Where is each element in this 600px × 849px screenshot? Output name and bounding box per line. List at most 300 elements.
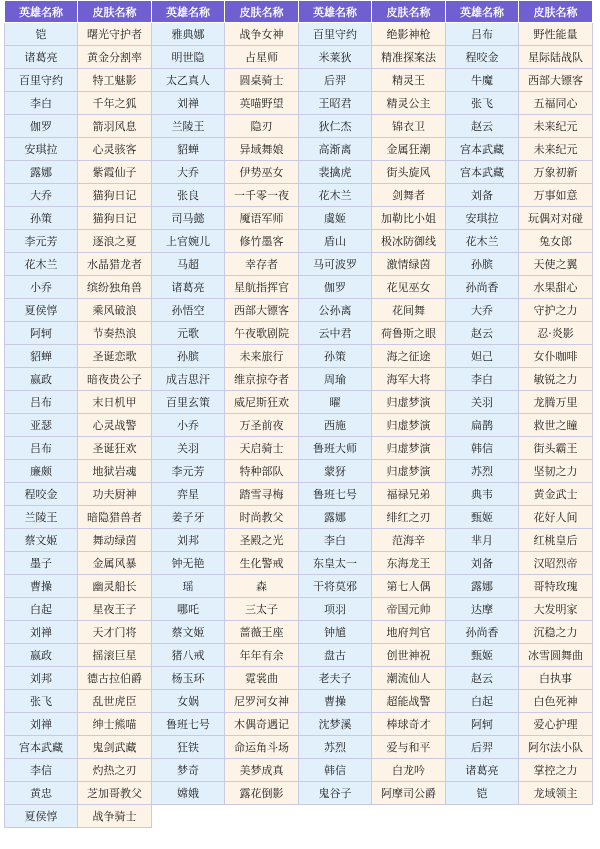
table-row xyxy=(5,184,593,207)
hero-name-cell: 韩信 xyxy=(446,437,519,460)
skin-name-cell: 星夜王子 xyxy=(78,598,152,621)
hero-name-cell: 宫本武藏 xyxy=(446,161,519,184)
skin-name-cell: 金属狂潮 xyxy=(372,138,446,161)
hero-name-cell: 盘古 xyxy=(299,644,372,667)
hero-name-cell: 鲁班七号 xyxy=(299,483,372,506)
skin-name-cell: 白执事 xyxy=(519,667,593,690)
hero-name-cell: 嫦娥 xyxy=(152,782,225,805)
hero-name-cell: 西施 xyxy=(299,414,372,437)
skin-name-cell: 战争骑士 xyxy=(78,805,152,828)
table-row xyxy=(5,414,593,437)
skin-name-cell: 德古拉伯爵 xyxy=(78,667,152,690)
hero-name-cell: 瑶 xyxy=(152,575,225,598)
hero-name-cell: 蒙犽 xyxy=(299,460,372,483)
hero-name-cell: 刘邦 xyxy=(152,529,225,552)
skin-name-cell: 功夫厨神 xyxy=(78,483,152,506)
table-row xyxy=(5,161,593,184)
hero-name-cell: 百里守约 xyxy=(5,69,78,92)
hero-name-cell: 关羽 xyxy=(152,437,225,460)
skin-name-cell: 白色死神 xyxy=(519,690,593,713)
skin-name-cell: 街头霸王 xyxy=(519,437,593,460)
skin-name-cell: 五福同心 xyxy=(519,92,593,115)
hero-name-cell: 李白 xyxy=(299,529,372,552)
hero-name-cell: 孙膑 xyxy=(446,253,519,276)
skin-name-cell: 异域舞娘 xyxy=(225,138,299,161)
hero-name-cell: 大乔 xyxy=(446,299,519,322)
hero-name-cell: 成吉思汗 xyxy=(152,368,225,391)
empty-cell xyxy=(299,805,372,828)
table-row xyxy=(5,713,593,736)
hero-name-cell: 铠 xyxy=(446,782,519,805)
skin-name-cell: 逐浪之夏 xyxy=(78,230,152,253)
hero-name-cell: 诸葛亮 xyxy=(446,759,519,782)
skin-name-cell: 缤纷独角兽 xyxy=(78,276,152,299)
skin-name-cell: 三太子 xyxy=(225,598,299,621)
skin-name-cell: 心灵战警 xyxy=(78,414,152,437)
skin-name-cell: 霓裳曲 xyxy=(225,667,299,690)
skin-name-cell: 暗隐猎兽者 xyxy=(78,506,152,529)
hero-name-cell: 诸葛亮 xyxy=(152,276,225,299)
empty-cell xyxy=(372,805,446,828)
hero-name-cell: 露娜 xyxy=(446,575,519,598)
skin-name-cell: 未来旅行 xyxy=(225,345,299,368)
hero-name-cell: 太乙真人 xyxy=(152,69,225,92)
hero-name-cell: 张飞 xyxy=(5,690,78,713)
skin-name-cell: 街头旋风 xyxy=(372,161,446,184)
hero-name-cell: 孙悟空 xyxy=(152,299,225,322)
hero-name-cell: 鲁班七号 xyxy=(152,713,225,736)
skin-name-cell: 女仆咖啡 xyxy=(519,345,593,368)
skin-name-cell: 圣诞恋歌 xyxy=(78,345,152,368)
skin-name-cell: 白龙吟 xyxy=(372,759,446,782)
skin-name-cell: 占星师 xyxy=(225,46,299,69)
hero-name-cell: 张飞 xyxy=(446,92,519,115)
hero-name-cell: 后羿 xyxy=(446,736,519,759)
skin-name-cell: 红桃皇后 xyxy=(519,529,593,552)
hero-name-cell: 鲁班大师 xyxy=(299,437,372,460)
table-row xyxy=(5,230,593,253)
skin-name-cell: 第七人偶 xyxy=(372,575,446,598)
header-hero-name: 英雄名称 xyxy=(152,1,225,23)
skin-name-cell: 圣殿之光 xyxy=(225,529,299,552)
table-row xyxy=(5,345,593,368)
skin-name-cell: 时尚教父 xyxy=(225,506,299,529)
skin-name-cell: 灼热之刃 xyxy=(78,759,152,782)
table-row xyxy=(5,391,593,414)
hero-name-cell: 貂蝉 xyxy=(152,138,225,161)
hero-name-cell: 小乔 xyxy=(5,276,78,299)
hero-name-cell: 老夫子 xyxy=(299,667,372,690)
hero-name-cell: 甄姬 xyxy=(446,644,519,667)
skin-name-cell: 敏锐之力 xyxy=(519,368,593,391)
skin-name-cell: 命运角斗场 xyxy=(225,736,299,759)
skin-name-cell: 幽灵船长 xyxy=(78,575,152,598)
hero-name-cell: 露娜 xyxy=(299,506,372,529)
hero-name-cell: 墨子 xyxy=(5,552,78,575)
skin-name-cell: 范海辛 xyxy=(372,529,446,552)
skin-name-cell: 未来纪元 xyxy=(519,115,593,138)
skin-name-cell: 归虚梦演 xyxy=(372,391,446,414)
hero-name-cell: 哪吒 xyxy=(152,598,225,621)
hero-name-cell: 雅典娜 xyxy=(152,23,225,46)
skin-name-cell: 西部大镖客 xyxy=(225,299,299,322)
skin-name-cell: 海军大将 xyxy=(372,368,446,391)
skin-name-cell: 大发明家 xyxy=(519,598,593,621)
table-row xyxy=(5,437,593,460)
skin-name-cell: 精灵王 xyxy=(372,69,446,92)
hero-name-cell: 韩信 xyxy=(299,759,372,782)
table-row xyxy=(5,736,593,759)
hero-name-cell: 梦奇 xyxy=(152,759,225,782)
header-skin-name: 皮肤名称 xyxy=(519,1,593,23)
hero-name-cell: 猪八戒 xyxy=(152,644,225,667)
skin-name-cell: 年年有余 xyxy=(225,644,299,667)
skin-name-cell: 踏雪寻梅 xyxy=(225,483,299,506)
table-row xyxy=(5,667,593,690)
hero-name-cell: 周瑜 xyxy=(299,368,372,391)
skin-name-cell: 特种部队 xyxy=(225,460,299,483)
hero-name-cell: 妲己 xyxy=(446,345,519,368)
skin-name-cell: 魇语军师 xyxy=(225,207,299,230)
hero-name-cell: 孙策 xyxy=(299,345,372,368)
hero-name-cell: 盾山 xyxy=(299,230,372,253)
table-row xyxy=(5,805,593,828)
skin-name-cell: 圣诞狂欢 xyxy=(78,437,152,460)
skin-name-cell: 坚韧之力 xyxy=(519,460,593,483)
hero-name-cell: 伽罗 xyxy=(299,276,372,299)
skin-name-cell: 万圣前夜 xyxy=(225,414,299,437)
skin-name-cell: 精灵公主 xyxy=(372,92,446,115)
skin-name-cell: 伊势巫女 xyxy=(225,161,299,184)
skin-name-cell: 帝国元帅 xyxy=(372,598,446,621)
skin-name-cell: 星际陆战队 xyxy=(519,46,593,69)
skin-name-cell: 水果甜心 xyxy=(519,276,593,299)
hero-name-cell: 嬴政 xyxy=(5,368,78,391)
hero-name-cell: 李信 xyxy=(5,759,78,782)
skin-name-cell: 花好人间 xyxy=(519,506,593,529)
hero-name-cell: 黄忠 xyxy=(5,782,78,805)
hero-name-cell: 米莱狄 xyxy=(299,46,372,69)
skin-name-cell: 锦衣卫 xyxy=(372,115,446,138)
skin-name-cell: 超能战警 xyxy=(372,690,446,713)
skin-name-cell: 哥特玫瑰 xyxy=(519,575,593,598)
hero-name-cell: 白起 xyxy=(5,598,78,621)
skin-name-cell: 创世神祝 xyxy=(372,644,446,667)
skin-name-cell: 幸存者 xyxy=(225,253,299,276)
skin-name-cell: 紫霞仙子 xyxy=(78,161,152,184)
hero-name-cell: 百里守约 xyxy=(299,23,372,46)
table-row xyxy=(5,115,593,138)
skin-name-cell: 守护之力 xyxy=(519,299,593,322)
table-row xyxy=(5,299,593,322)
skin-name-cell: 金属风暴 xyxy=(78,552,152,575)
skin-name-cell: 海之征途 xyxy=(372,345,446,368)
skin-name-cell: 英喵野望 xyxy=(225,92,299,115)
skin-name-cell: 黄金分割率 xyxy=(78,46,152,69)
skin-name-cell: 归虚梦演 xyxy=(372,460,446,483)
table-row xyxy=(5,138,593,161)
skin-name-cell: 水晶猎龙者 xyxy=(78,253,152,276)
table-row xyxy=(5,552,593,575)
hero-name-cell: 蔡文姬 xyxy=(5,529,78,552)
hero-name-cell: 鬼谷子 xyxy=(299,782,372,805)
hero-name-cell: 苏烈 xyxy=(299,736,372,759)
skin-name-cell: 万事如意 xyxy=(519,184,593,207)
hero-name-cell: 云中君 xyxy=(299,322,372,345)
hero-name-cell: 兰陵王 xyxy=(152,115,225,138)
hero-name-cell: 狂铁 xyxy=(152,736,225,759)
hero-name-cell: 虞姬 xyxy=(299,207,372,230)
skin-name-cell: 猫狗日记 xyxy=(78,184,152,207)
hero-name-cell: 貂蝉 xyxy=(5,345,78,368)
table-row xyxy=(5,92,593,115)
skin-name-cell: 爱心护理 xyxy=(519,713,593,736)
skin-name-cell: 乘风破浪 xyxy=(78,299,152,322)
hero-name-cell: 元歌 xyxy=(152,322,225,345)
hero-name-cell: 李白 xyxy=(5,92,78,115)
hero-name-cell: 安琪拉 xyxy=(5,138,78,161)
table-row xyxy=(5,207,593,230)
hero-name-cell: 赵云 xyxy=(446,667,519,690)
hero-name-cell: 吕布 xyxy=(446,23,519,46)
table-row xyxy=(5,46,593,69)
hero-name-cell: 花木兰 xyxy=(299,184,372,207)
hero-name-cell: 刘禅 xyxy=(152,92,225,115)
table-body xyxy=(5,23,593,828)
skin-name-cell: 加勒比小姐 xyxy=(372,207,446,230)
hero-name-cell: 吕布 xyxy=(5,437,78,460)
skin-name-cell: 万象初新 xyxy=(519,161,593,184)
hero-name-cell: 曹操 xyxy=(299,690,372,713)
hero-name-cell: 花木兰 xyxy=(5,253,78,276)
skin-name-cell: 未来纪元 xyxy=(519,138,593,161)
hero-name-cell: 钟馗 xyxy=(299,621,372,644)
skin-name-cell: 福禄兄弟 xyxy=(372,483,446,506)
skin-name-cell: 维京掠夺者 xyxy=(225,368,299,391)
hero-name-cell: 关羽 xyxy=(446,391,519,414)
hero-name-cell: 马超 xyxy=(152,253,225,276)
table-row xyxy=(5,506,593,529)
skin-name-cell: 绯红之刃 xyxy=(372,506,446,529)
table-row xyxy=(5,483,593,506)
hero-name-cell: 孙尚香 xyxy=(446,621,519,644)
skin-name-cell: 隐刃 xyxy=(225,115,299,138)
skin-name-cell: 尼罗河女神 xyxy=(225,690,299,713)
empty-cell xyxy=(519,805,593,828)
skin-name-cell: 暗夜贵公子 xyxy=(78,368,152,391)
header-skin-name: 皮肤名称 xyxy=(78,1,152,23)
skin-name-cell: 心灵骇客 xyxy=(78,138,152,161)
hero-name-cell: 孙策 xyxy=(5,207,78,230)
header-hero-name: 英雄名称 xyxy=(299,1,372,23)
hero-name-cell: 李元芳 xyxy=(152,460,225,483)
skin-name-cell: 龙腾万里 xyxy=(519,391,593,414)
hero-name-cell: 女娲 xyxy=(152,690,225,713)
hero-name-cell: 东皇太一 xyxy=(299,552,372,575)
skin-name-cell: 摇滚巨星 xyxy=(78,644,152,667)
hero-name-cell: 司马懿 xyxy=(152,207,225,230)
skin-name-cell: 蔷薇王座 xyxy=(225,621,299,644)
skin-name-cell: 地府判官 xyxy=(372,621,446,644)
skin-name-cell: 沉稳之力 xyxy=(519,621,593,644)
hero-name-cell: 芈月 xyxy=(446,529,519,552)
hero-name-cell: 姜子牙 xyxy=(152,506,225,529)
skin-name-cell: 花见巫女 xyxy=(372,276,446,299)
skin-name-cell: 地狱岩魂 xyxy=(78,460,152,483)
skin-name-cell: 精准探案法 xyxy=(372,46,446,69)
hero-name-cell: 扁鹊 xyxy=(446,414,519,437)
table-row xyxy=(5,276,593,299)
skin-name-cell: 绝影神枪 xyxy=(372,23,446,46)
hero-name-cell: 王昭君 xyxy=(299,92,372,115)
skin-name-cell: 掌控之力 xyxy=(519,759,593,782)
hero-name-cell: 赵云 xyxy=(446,322,519,345)
hero-name-cell: 孙膑 xyxy=(152,345,225,368)
skin-name-cell: 野性能量 xyxy=(519,23,593,46)
skin-name-cell: 爱与和平 xyxy=(372,736,446,759)
skin-name-cell: 极冰防御线 xyxy=(372,230,446,253)
skin-name-cell: 阿尔法小队 xyxy=(519,736,593,759)
skin-name-cell: 西部大镖客 xyxy=(519,69,593,92)
hero-name-cell: 铠 xyxy=(5,23,78,46)
skin-name-cell: 露花倒影 xyxy=(225,782,299,805)
table-row xyxy=(5,644,593,667)
skin-name-cell: 曙光守护者 xyxy=(78,23,152,46)
skin-name-cell: 忍·炎影 xyxy=(519,322,593,345)
hero-name-cell: 孙尚香 xyxy=(446,276,519,299)
hero-name-cell: 吕布 xyxy=(5,391,78,414)
hero-name-cell: 高渐离 xyxy=(299,138,372,161)
hero-name-cell: 阿轲 xyxy=(446,713,519,736)
hero-name-cell: 后羿 xyxy=(299,69,372,92)
table-row xyxy=(5,529,593,552)
skin-name-cell: 美梦成真 xyxy=(225,759,299,782)
table-row xyxy=(5,322,593,345)
hero-name-cell: 夏侯惇 xyxy=(5,299,78,322)
skin-name-cell: 节奏热浪 xyxy=(78,322,152,345)
skin-name-cell: 乱世虎臣 xyxy=(78,690,152,713)
skin-name-cell: 荷鲁斯之眼 xyxy=(372,322,446,345)
skin-name-cell: 木偶奇遇记 xyxy=(225,713,299,736)
skin-name-cell: 天才门将 xyxy=(78,621,152,644)
hero-name-cell: 露娜 xyxy=(5,161,78,184)
skin-name-cell: 救世之瞳 xyxy=(519,414,593,437)
hero-name-cell: 李白 xyxy=(446,368,519,391)
table-row xyxy=(5,759,593,782)
skin-name-cell: 修竹墨客 xyxy=(225,230,299,253)
hero-name-cell: 刘备 xyxy=(446,552,519,575)
skin-name-cell: 剑舞者 xyxy=(372,184,446,207)
header-skin-name: 皮肤名称 xyxy=(372,1,446,23)
hero-name-cell: 裴擒虎 xyxy=(299,161,372,184)
hero-name-cell: 曜 xyxy=(299,391,372,414)
hero-name-cell: 兰陵王 xyxy=(5,506,78,529)
skin-name-cell: 星航指挥官 xyxy=(225,276,299,299)
hero-name-cell: 弈星 xyxy=(152,483,225,506)
hero-name-cell: 钟无艳 xyxy=(152,552,225,575)
skin-name-cell: 特工魅影 xyxy=(78,69,152,92)
table-row xyxy=(5,253,593,276)
hero-name-cell: 李元芳 xyxy=(5,230,78,253)
table-row xyxy=(5,782,593,805)
skin-name-cell: 激情绿茵 xyxy=(372,253,446,276)
hero-name-cell: 赵云 xyxy=(446,115,519,138)
skin-name-cell: 汉昭烈帝 xyxy=(519,552,593,575)
hero-name-cell: 小乔 xyxy=(152,414,225,437)
skin-name-cell: 生化警戒 xyxy=(225,552,299,575)
header-hero-name: 英雄名称 xyxy=(446,1,519,23)
header-row xyxy=(5,1,593,23)
hero-name-cell: 牛魔 xyxy=(446,69,519,92)
skin-name-cell: 潮流仙人 xyxy=(372,667,446,690)
skin-name-cell: 芝加哥教父 xyxy=(78,782,152,805)
table-row xyxy=(5,368,593,391)
empty-cell xyxy=(152,805,225,828)
skin-name-cell: 天启骑士 xyxy=(225,437,299,460)
hero-name-cell: 百里玄策 xyxy=(152,391,225,414)
hero-name-cell: 甄姬 xyxy=(446,506,519,529)
skin-name-cell: 威尼斯狂欢 xyxy=(225,391,299,414)
header-skin-name: 皮肤名称 xyxy=(225,1,299,23)
skin-name-cell: 黄金武士 xyxy=(519,483,593,506)
hero-name-cell: 程咬金 xyxy=(5,483,78,506)
table-row xyxy=(5,575,593,598)
hero-name-cell: 嬴政 xyxy=(5,644,78,667)
hero-name-cell: 诸葛亮 xyxy=(5,46,78,69)
skin-name-cell: 舞动绿茵 xyxy=(78,529,152,552)
hero-name-cell: 沈梦溪 xyxy=(299,713,372,736)
skin-name-cell: 花间舞 xyxy=(372,299,446,322)
hero-name-cell: 狄仁杰 xyxy=(299,115,372,138)
hero-name-cell: 公孙离 xyxy=(299,299,372,322)
table-row xyxy=(5,690,593,713)
skin-name-cell: 兔女郎 xyxy=(519,230,593,253)
hero-name-cell: 项羽 xyxy=(299,598,372,621)
hero-name-cell: 刘备 xyxy=(446,184,519,207)
table-row xyxy=(5,621,593,644)
hero-name-cell: 阿轲 xyxy=(5,322,78,345)
hero-name-cell: 大乔 xyxy=(152,161,225,184)
hero-name-cell: 廉颇 xyxy=(5,460,78,483)
hero-name-cell: 宫本武藏 xyxy=(446,138,519,161)
hero-name-cell: 张良 xyxy=(152,184,225,207)
hero-name-cell: 程咬金 xyxy=(446,46,519,69)
skin-name-cell: 玩偶对对碰 xyxy=(519,207,593,230)
hero-name-cell: 上官婉儿 xyxy=(152,230,225,253)
skin-name-cell: 归虚梦演 xyxy=(372,414,446,437)
skin-name-cell: 鬼剑武藏 xyxy=(78,736,152,759)
skin-name-cell: 森 xyxy=(225,575,299,598)
hero-name-cell: 刘邦 xyxy=(5,667,78,690)
hero-name-cell: 大乔 xyxy=(5,184,78,207)
hero-name-cell: 伽罗 xyxy=(5,115,78,138)
skin-name-cell: 午夜歌剧院 xyxy=(225,322,299,345)
hero-name-cell: 苏烈 xyxy=(446,460,519,483)
skin-name-cell: 绅士熊喵 xyxy=(78,713,152,736)
hero-name-cell: 蔡文姬 xyxy=(152,621,225,644)
table-row xyxy=(5,598,593,621)
empty-cell xyxy=(446,805,519,828)
skin-name-cell: 东海龙王 xyxy=(372,552,446,575)
skin-name-cell: 阿摩司公爵 xyxy=(372,782,446,805)
skin-name-cell: 末日机甲 xyxy=(78,391,152,414)
hero-name-cell: 安琪拉 xyxy=(446,207,519,230)
hero-name-cell: 夏侯惇 xyxy=(5,805,78,828)
skin-name-cell: 圆桌骑士 xyxy=(225,69,299,92)
skin-name-cell: 归虚梦演 xyxy=(372,437,446,460)
hero-name-cell: 白起 xyxy=(446,690,519,713)
hero-name-cell: 干将莫邪 xyxy=(299,575,372,598)
